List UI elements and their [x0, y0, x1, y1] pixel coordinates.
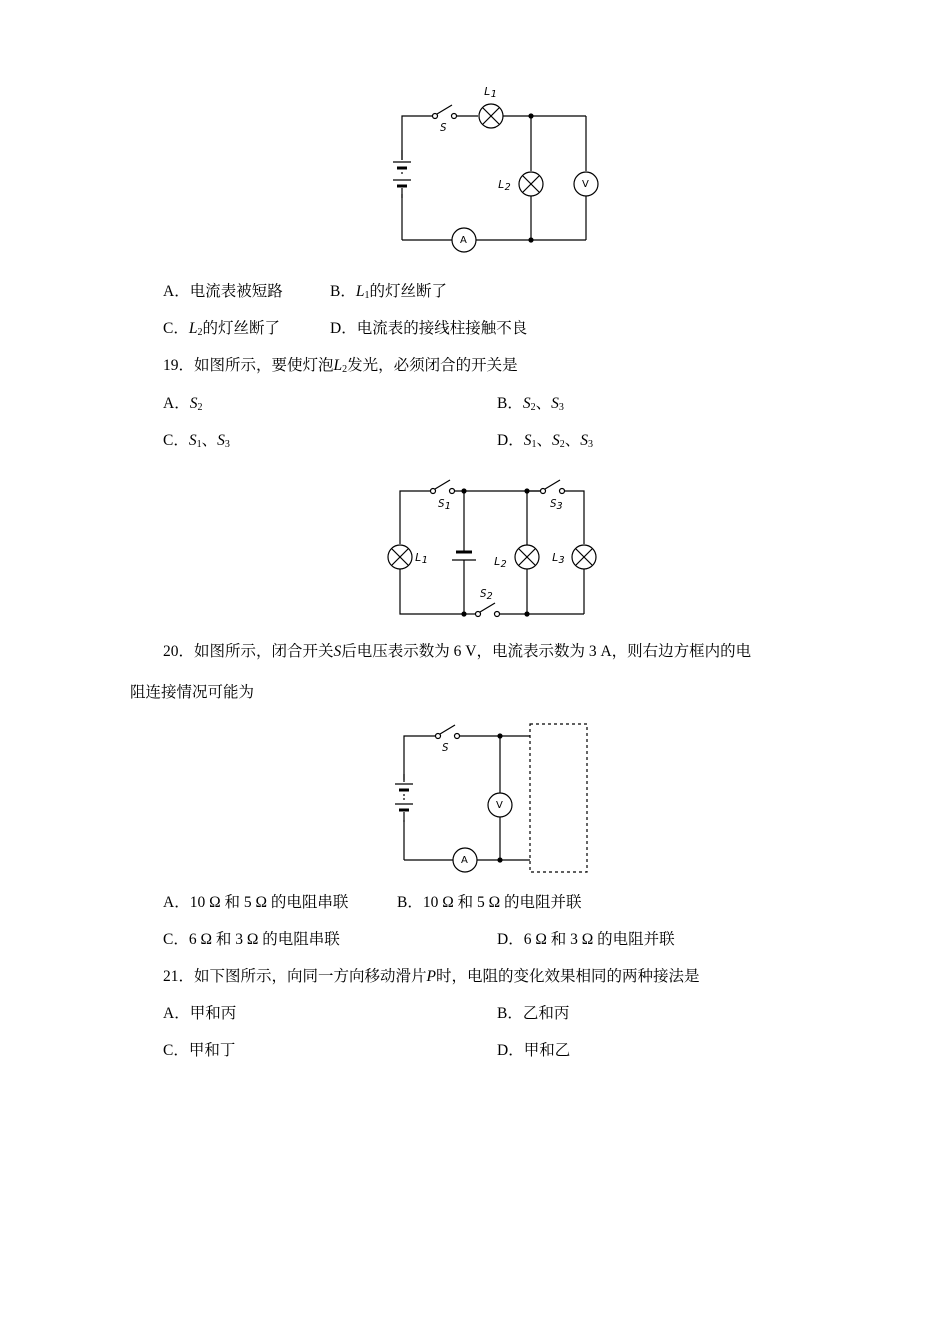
q21-stem: 21．如下图所示，向同一方向移动滑片P时，电阻的变化效果相同的两种接法是: [163, 968, 700, 985]
q19-option-b: B．$S_2$、$S_3$: [497, 395, 564, 413]
circuit-figure-2: [380, 472, 610, 622]
q19-option-d: D．$S_1$、$S_2$、$S_3$: [497, 432, 593, 450]
q20-option-d: D．6 Ω 和 3 Ω 的电阻并联: [497, 931, 675, 948]
ammeter-label: A: [461, 855, 468, 866]
switch-label: S: [440, 121, 447, 134]
q21-option-d: D．甲和乙: [497, 1042, 571, 1059]
voltmeter-label: V: [496, 800, 503, 811]
q20-option-b: B．10 Ω 和 5 Ω 的电阻并联: [397, 894, 582, 911]
q18-option-c: C．$L_2$的灯丝断了: [163, 320, 280, 338]
q19-option-a: A．$S_2$: [163, 395, 203, 413]
switch-s2-label: $S_2$: [480, 587, 493, 602]
lamp-l2-label: $L_2$: [494, 555, 507, 570]
switch-label: S: [442, 741, 449, 754]
voltmeter-label: V: [582, 179, 589, 190]
q20-option-c: C．6 Ω 和 3 Ω 的电阻串联: [163, 931, 340, 948]
q18-option-a: A．电流表被短路: [163, 283, 283, 300]
q18-option-b: B．$L_1$的灯丝断了: [330, 283, 447, 301]
q19-stem: 19．如图所示，要使灯泡$L_2$发光，必须闭合的开关是: [163, 357, 518, 375]
q21-option-b: B．乙和丙: [497, 1005, 570, 1022]
q19-option-c: C．$S_1$、$S_3$: [163, 432, 230, 450]
q21-option-c: C．甲和丁: [163, 1042, 236, 1059]
lamp-l3-label: $L_3$: [552, 551, 565, 566]
lamp-l1-label: $L_1$: [415, 551, 428, 566]
circuit-figure-1: [380, 80, 620, 255]
switch-s3-label: $S_3$: [550, 497, 563, 512]
q20-stem-line-1: 20．如图所示，闭合开关S后电压表示数为 6 V，电流表示数为 3 A，则右边方框内的电: [163, 643, 752, 660]
ammeter-label: A: [460, 235, 467, 246]
q20-option-a: A．10 Ω 和 5 Ω 的电阻串联: [163, 894, 349, 911]
q21-option-a: A．甲和丙: [163, 1005, 237, 1022]
circuit-figure-3: [380, 716, 600, 881]
q18-option-d: D．电流表的接线柱接触不良: [330, 320, 528, 337]
lamp-l1-label: $L_1$: [484, 85, 497, 100]
lamp-l2-label: $L_2$: [498, 178, 511, 193]
q20-stem-line-2: 阻连接情况可能为: [130, 684, 255, 701]
switch-s1-label: $S_1$: [438, 497, 451, 512]
